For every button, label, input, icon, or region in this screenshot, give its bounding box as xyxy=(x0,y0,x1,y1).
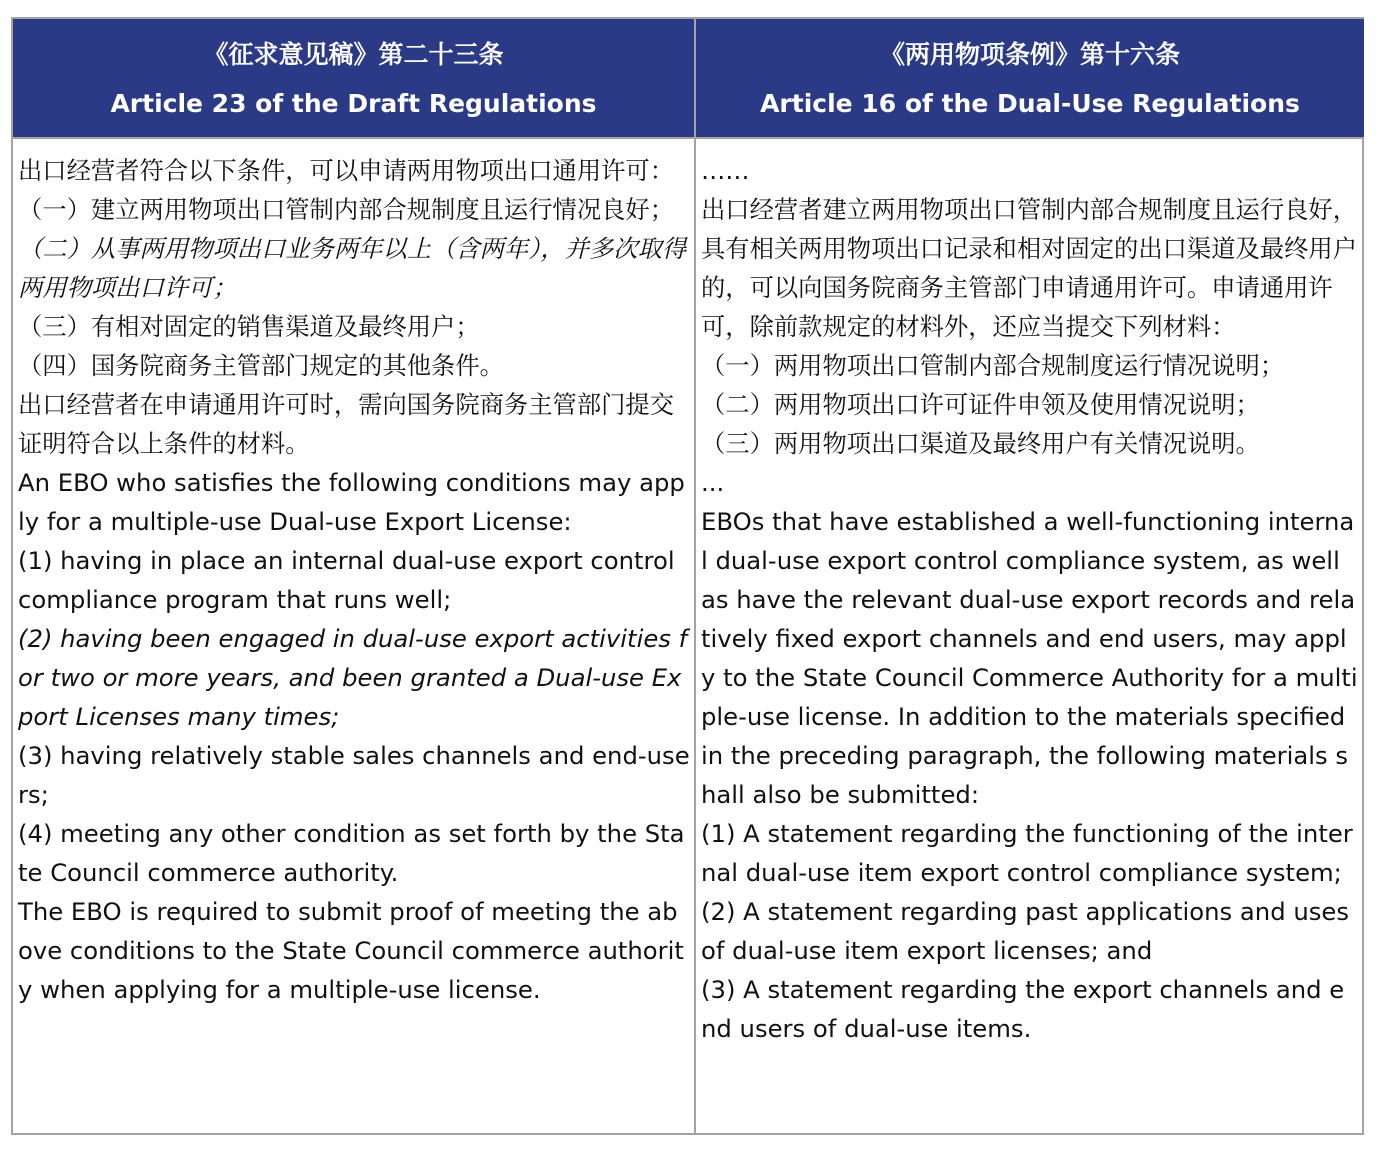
left-paragraph: The EBO is required to submit proof of meeting the above conditions to the State Council commerce authority when applying for a multiple-use license. xyxy=(18,897,684,1004)
right-paragraph: (3) A statement regarding the export channels and end users of dual-use items. xyxy=(701,975,1345,1043)
right-paragraph: （三）两用物项出口渠道及最终用户有关情况说明。 xyxy=(701,429,1260,458)
header-left-en: Article 23 of the Draft Regulations xyxy=(110,89,597,118)
left-paragraph: （四）国务院商务主管部门规定的其他条件。 xyxy=(18,351,504,380)
header-right xyxy=(696,19,1364,139)
left-paragraph: （三）有相对固定的销售渠道及最终用户； xyxy=(18,312,480,341)
right-paragraph: 出口经营者建立两用物项出口管制内部合规制度且运行良好，具有相关两用物项出口记录和相对固定的出口渠道及最终用户的，可以向国务院商务主管部门申请通用许可。申请通用许可，除前款规定的材料外，还应当提交下列材料： xyxy=(701,195,1358,341)
right-paragraph: EBOs that have established a well-functioning internal dual-use export control compliance system, as well as have the relevant dual-use export records and relatively fixed export channels and end users, may apply to the State Council Commerce Authority for a multiple-use license. In addition to the materials specified in the preceding paragraph, the following materials shall also be submitted: xyxy=(701,507,1358,809)
right-paragraph: …… xyxy=(701,156,750,185)
left-paragraph: 出口经营者符合以下条件，可以申请两用物项出口通用许可： xyxy=(18,156,675,185)
header-right-en: Article 16 of the Dual-Use Regulations xyxy=(760,89,1300,118)
left-paragraph: （一）建立两用物项出口管制内部合规制度且运行情况良好； xyxy=(18,195,675,224)
header-left-zh: 《征求意见稿》第二十三条 xyxy=(203,40,504,69)
regulation-article-cell xyxy=(696,139,1364,1135)
comparison-table xyxy=(11,17,1364,1135)
right-paragraph: (2) A statement regarding past applications and uses of dual-use item export licenses; and xyxy=(701,897,1350,965)
header-right-zh: 《两用物项条例》第十六条 xyxy=(879,40,1180,69)
left-paragraph: （二）从事两用物项出口业务两年以上（含两年），并多次取得两用物项出口许可； xyxy=(18,234,687,302)
left-paragraph: (4) meeting any other condition as set forth by the State Council commerce authority. xyxy=(18,819,685,887)
right-paragraph: （二）两用物项出口许可证件申领及使用情况说明； xyxy=(701,390,1260,419)
right-paragraph: (1) A statement regarding the functioning of the internal dual-use item export control compliance system; xyxy=(701,819,1353,887)
left-paragraph: (3) having relatively stable sales channels and end-users; xyxy=(18,741,690,809)
left-paragraph: (1) having in place an internal dual-use export control compliance program that runs well; xyxy=(18,546,675,614)
header-left xyxy=(13,19,696,139)
draft-article-cell xyxy=(13,139,696,1135)
left-paragraph: (2) having been engaged in dual-use export activities for two or more years, and been granted a Dual-use Export Licenses many times; xyxy=(18,624,688,731)
left-paragraph: 出口经营者在申请通用许可时，需向国务院商务主管部门提交证明符合以上条件的材料。 xyxy=(18,390,675,458)
right-paragraph: （一）两用物项出口管制内部合规制度运行情况说明； xyxy=(701,351,1285,380)
left-paragraph: An EBO who satisfies the following conditions may apply for a multiple-use Dual-use Export License: xyxy=(18,468,685,536)
right-paragraph: ... xyxy=(701,468,725,497)
